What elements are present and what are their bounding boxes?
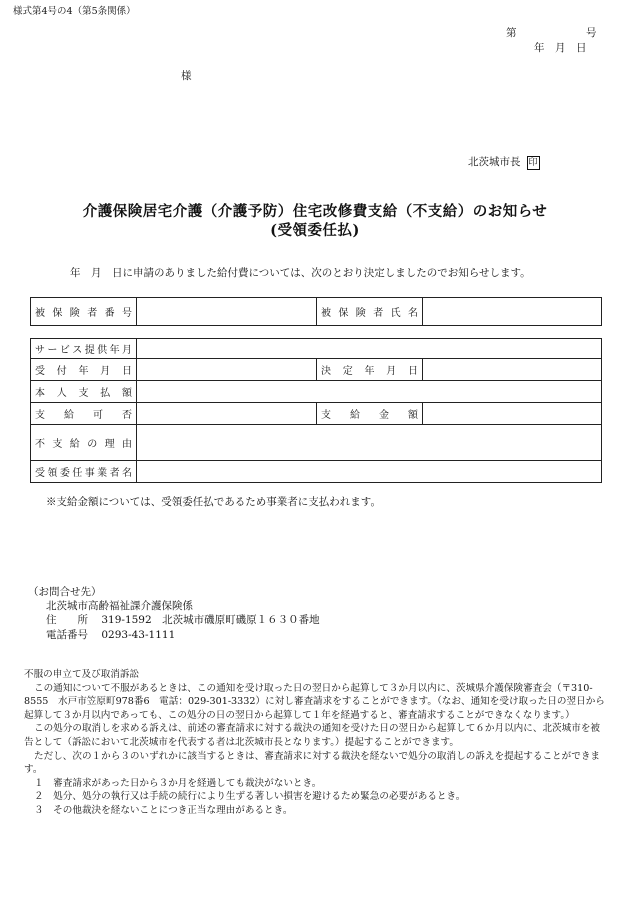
phone-value: 0293-43-1111	[101, 629, 176, 641]
label-denial-reason: 不支給の理由	[31, 425, 137, 461]
contact-department: 北茨城市高齢福祉課介護保険係	[46, 600, 193, 612]
document-subtitle: (受領委任払)	[270, 222, 360, 239]
issue-date: 年 月 日	[534, 42, 587, 54]
label-payment-amount: 支給金額	[317, 403, 423, 425]
seal-box: 印	[528, 158, 538, 168]
appeal-item-2: ２ 処分、処分の執行又は手続の続行により生ずる著しい損害を避けるため緊急の必要があるとき。	[34, 791, 466, 803]
field-self-pay[interactable]	[137, 381, 602, 403]
contact-heading: （お問合せ先）	[28, 586, 102, 598]
doc-number-prefix: 第	[506, 27, 517, 39]
appeal-paragraph-3: ただし、次の１から３のいずれかに該当するときは、審査請求に対する裁決を経ないで処分の取消しの訴えを提起することができます。	[24, 750, 601, 776]
address-label: 住 所	[46, 614, 88, 626]
doc-number-suffix: 号	[586, 27, 597, 39]
decision-table	[30, 338, 602, 483]
form-number: 様式第4号の4（第5条関係）	[13, 6, 136, 17]
insured-table	[30, 297, 602, 326]
phone-label: 電話番号	[46, 629, 88, 641]
field-service-month[interactable]	[137, 339, 602, 359]
document-title: 介護保険居宅介護（介護予防）住宅改修費支給（不支給）のお知らせ	[82, 203, 548, 220]
field-decision-date[interactable]	[423, 359, 602, 381]
appeal-heading: 不服の申立て及び取消訴訟	[24, 669, 140, 680]
label-provider: 受領委任事業者名	[31, 461, 137, 483]
appeal-paragraph-2: この処分の取消しを求める訴えは、前述の審査請求に対する裁決の通知を受けた日の翌日から起算して６か月以内に、北茨城市を被告として（訴訟において北茨城市を代表する者は北茨城市長となります。）提起することができます。	[24, 723, 601, 748]
label-insured-number: 被保険者番号	[31, 298, 137, 326]
label-insured-name: 被保険者氏名	[317, 298, 423, 326]
field-provider[interactable]	[137, 461, 602, 483]
appeal-notice	[24, 668, 608, 818]
issuer	[468, 154, 540, 170]
label-decision-date: 決定年月日	[317, 359, 423, 381]
appeal-paragraph-1: この通知について不服があるときは、この通知を受け取った日の翌日から起算して３か月以内に、茨城県介護保険審査会（〒310-8555 水戸市笠原町978番6 電話：029-301-3332）に対し審査請求をすることができます。（なお、通知を受け取った日の翌日から起算して３か月以内であっても、この処分の日の翌日から起算して１年を経過すると、審査請求することができなくなります。）	[24, 682, 605, 721]
address-value: 319-1592 北茨城市磯原町磯原１６３０番地	[101, 614, 320, 626]
issuer-name: 北茨城市長	[468, 156, 521, 168]
contact-address	[46, 612, 320, 627]
field-insured-name[interactable]	[423, 298, 602, 326]
addressee-suffix: 様	[181, 70, 192, 82]
label-received-date: 受付年月日	[31, 359, 137, 381]
intro-text: 年 月 日に申請のありました給付費については、次のとおり決定しましたのでお知らせします。	[70, 267, 531, 279]
label-self-pay: 本人支払額	[31, 381, 137, 403]
field-payment-amount[interactable]	[423, 403, 602, 425]
payment-note: ※支給金額については、受領委任払であるため事業者に支払われます。	[46, 496, 381, 508]
field-insured-number[interactable]	[137, 298, 317, 326]
field-denial-reason[interactable]	[137, 425, 602, 461]
field-approval[interactable]	[137, 403, 317, 425]
label-approval: 支給可否	[31, 403, 137, 425]
label-service-month: サービス提供年月	[31, 339, 137, 359]
appeal-item-3: ３ その他裁決を経ないことにつき正当な理由があるとき。	[34, 804, 293, 816]
appeal-item-1: １ 審査請求があった日から３か月を経過しても裁決がないとき。	[34, 777, 322, 789]
field-received-date[interactable]	[137, 359, 317, 381]
contact-phone	[46, 627, 175, 642]
